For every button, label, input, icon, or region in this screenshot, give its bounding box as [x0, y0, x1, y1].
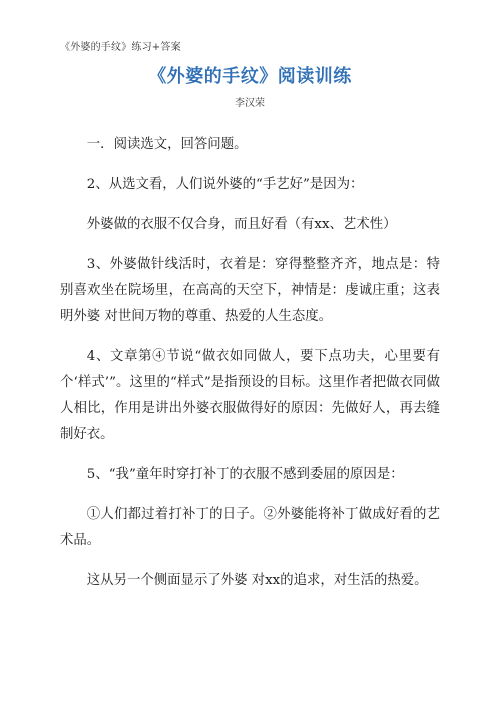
- running-header: 《外婆的手纹》练习+答案: [60, 42, 181, 53]
- document-author: 李汉荣: [235, 98, 265, 109]
- paragraph-question-4: 4、文章第④节说“做衣如同做人，要下点功夫，心里要有个‘样式’”。这里的“样式”是指预设的目标。这里作者把做衣同做人相比，作用是讲出外婆衣服做得好的原因：先做好人，再去缝制好衣。: [60, 349, 440, 442]
- paragraph-question-2: 2、从选文看，人们说外婆的“手艺好”是因为：: [86, 177, 364, 192]
- paragraph-conclusion: 这从另一个侧面显示了外婆 对xx的追求，对生活的热爱。: [86, 573, 428, 588]
- paragraph-answer-2: 外婆做的衣服不仅合身，而且好看（有xx、艺术性）: [86, 217, 397, 232]
- document-body: [60, 118, 440, 594]
- paragraph-answer-5: ①人们都过着打补丁的日子。②外婆能将补丁做成好看的艺术品。: [60, 507, 440, 548]
- paragraph-question-3: 3、外婆做针线活时，衣着是：穿得整整齐齐，地点是：特别喜欢坐在院场里，在高高的天空下，神情是：虔诚庄重；这表明外婆 对世间万物的尊重、热爱的人生态度。: [60, 257, 440, 324]
- paragraph-instruction: 一．阅读选文，回答问题。: [86, 137, 248, 152]
- document-title: 《外婆的手纹》阅读训练: [148, 66, 352, 87]
- paragraph-question-5: 5、“我”童年时穿打补丁的衣服不感到委屈的原因是：: [86, 467, 404, 482]
